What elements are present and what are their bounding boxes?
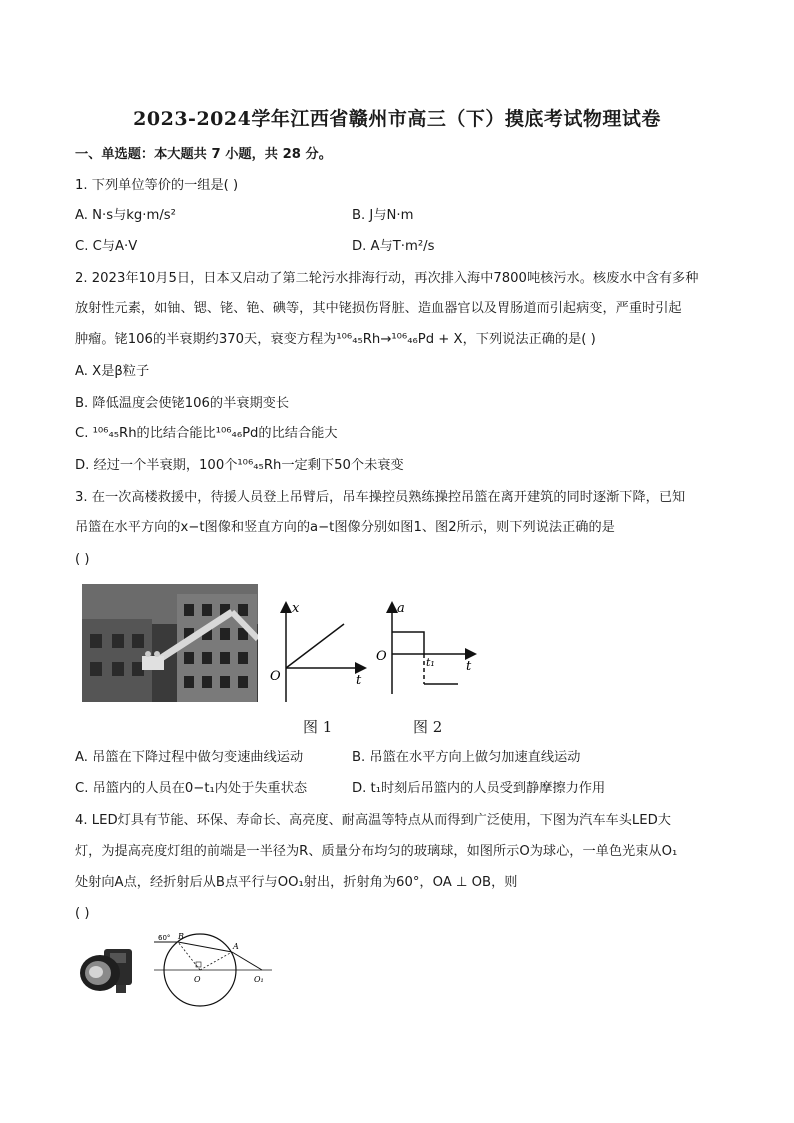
fig2-positive-segment [392, 632, 424, 654]
q3-option-c: C. 吊篮内的人员在0−t₁内处于失重状态 [75, 781, 308, 796]
crane-rescue-photo [82, 584, 258, 702]
q4-stem-line3: 处射向A点，经折射后从B点平行与OO₁射出，折射角为60°，OA ⊥ OB，则 [75, 875, 518, 890]
q2-option-c: C. ¹⁰⁶₄₅Rh的比结合能比¹⁰⁶₄₆Pd的比结合能大 [75, 426, 338, 441]
figure-1-x-t-graph [260, 598, 370, 706]
q3-option-d: D. t₁时刻后吊篮内的人员受到静摩擦力作用 [352, 781, 606, 796]
figure-2-a-t-graph [370, 598, 480, 698]
page-title: 2023-2024学年江西省赣州市高三（下）摸底考试物理试卷 [133, 108, 661, 130]
point-a-label: A [233, 942, 239, 951]
glass-sphere-refraction-diagram [150, 930, 274, 1010]
point-b-label: B [178, 932, 184, 941]
q3-option-b: B. 吊篮在水平方向上做匀加速直线运动 [352, 750, 581, 765]
q1-option-c: C. C与A·V [75, 239, 138, 254]
q1-option-d: D. A与T·m²/s [352, 239, 435, 254]
q1-stem: 1. 下列单位等价的一组是( ) [75, 178, 239, 193]
fig2-origin-label: O [376, 649, 387, 664]
q2-option-d: D. 经过一个半衰期，100个¹⁰⁶₄₅Rh一定剩下50个未衰变 [75, 458, 404, 473]
q4-stem-line1: 4. LED灯具有节能、环保、寿命长、高亮度、耐高温等特点从而得到广泛使用，下图为汽车车头LED大 [75, 813, 671, 828]
figure-2-caption: 图 2 [413, 718, 443, 736]
q1-option-b: B. J与N·m [352, 208, 414, 223]
radius-oa [200, 952, 232, 970]
q3-stem-line2: 吊篮在水平方向的x−t图像和竖直方向的a−t图像分别如图1、图2所示，则下列说法正确的是 [75, 520, 615, 535]
fig2-x-label: t [466, 659, 472, 674]
q3-stem-line3: ( ) [75, 552, 90, 567]
q4-stem-line4: ( ) [75, 906, 90, 921]
q2-stem-line2: 放射性元素，如铀、锶、铑、铯、碘等，其中铑损伤肾脏、造血器官以及胃肠道而引起病变，严重时引起 [75, 301, 682, 316]
q3-option-a: A. 吊篮在下降过程中做匀变速曲线运动 [75, 750, 304, 765]
led-headlight-photo [76, 945, 138, 997]
section-heading: 一、单选题：本大题共 7 小题，共 28 分。 [75, 147, 332, 162]
point-o1-label: O₁ [254, 975, 264, 984]
q2-stem-line3: 肿瘤。铑106的半衰期约370天，衰变方程为¹⁰⁶₄₅Rh→¹⁰⁶₄₆Pd + X，下列说法正确的是( ) [75, 332, 596, 347]
q1-option-a: A. N·s与kg·m/s² [75, 208, 176, 223]
q3-stem-line1: 3. 在一次高楼救援中，待援人员登上吊臂后，吊车操控员熟练操控吊篮在离开建筑的同时逐渐下降，已知 [75, 490, 686, 505]
fig1-y-label: x [292, 601, 300, 616]
q2-option-a: A. X是β粒子 [75, 364, 150, 379]
angle-label: 60° [158, 934, 171, 942]
q4-stem-line2: 灯，为提高亮度灯组的前端是一半径为R、质量分布均匀的玻璃球，如图所示O为球心，一单色光束从O₁ [75, 844, 678, 859]
q2-option-b: B. 降低温度会使铑106的半衰期变长 [75, 396, 290, 411]
fig2-y-label: a [397, 601, 405, 616]
fig1-line [286, 624, 344, 668]
figure-1-caption: 图 1 [303, 718, 333, 736]
point-o-label: O [194, 975, 201, 984]
radius-ob [178, 942, 200, 970]
fig2-t1-label: t₁ [426, 656, 435, 669]
fig1-x-label: t [356, 673, 362, 688]
q2-stem-line1: 2. 2023年10月5日，日本又启动了第二轮污水排海行动，再次排入海中7800吨核污水。核废水中含有多种 [75, 271, 699, 286]
fig1-origin-label: O [270, 669, 281, 684]
